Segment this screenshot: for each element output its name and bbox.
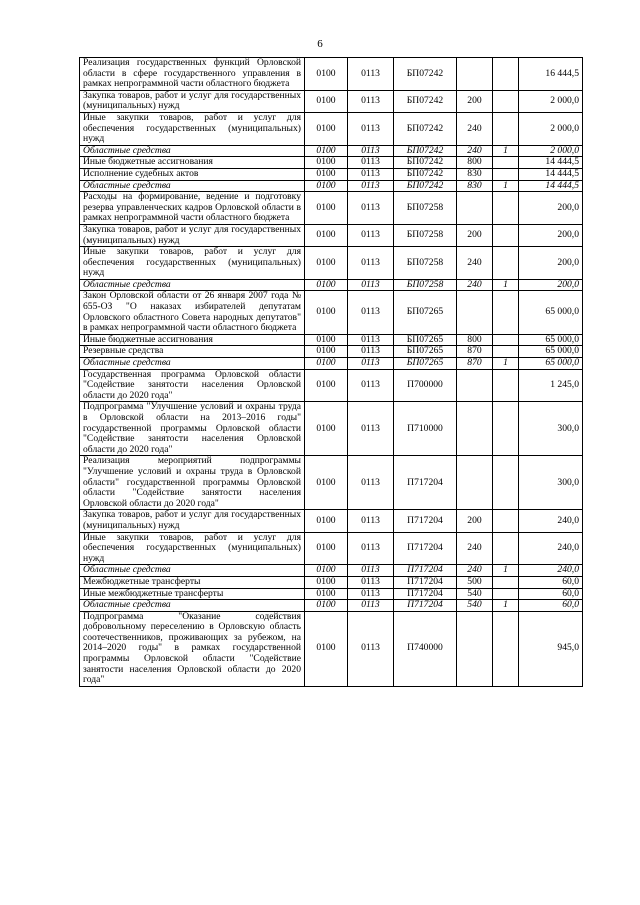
- cell-target-article: П740000: [394, 611, 457, 686]
- cell-expense-type: [457, 611, 493, 686]
- cell-section: 0100: [305, 58, 348, 91]
- cell-funding-source: [493, 402, 519, 456]
- cell-amount: 200,0: [519, 224, 583, 246]
- cell-subsection: 0113: [348, 600, 394, 612]
- table-row: [80, 168, 583, 180]
- cell-expense-type: 540: [457, 600, 493, 612]
- cell-subsection: 0113: [348, 402, 394, 456]
- cell-amount: 200,0: [519, 192, 583, 225]
- table-row: [80, 358, 583, 370]
- cell-section: 0100: [305, 346, 348, 358]
- cell-subsection: 0113: [348, 334, 394, 346]
- cell-expense-type: 200: [457, 90, 493, 112]
- cell-section: 0100: [305, 180, 348, 192]
- cell-funding-source: 1: [493, 358, 519, 370]
- budget-table-body: [80, 58, 583, 687]
- cell-funding-source: 1: [493, 180, 519, 192]
- cell-funding-source: 1: [493, 600, 519, 612]
- cell-name: Иные бюджетные ассигнования: [80, 334, 305, 346]
- cell-target-article: П700000: [394, 369, 457, 402]
- table-row: [80, 247, 583, 280]
- table-row: [80, 369, 583, 402]
- cell-funding-source: [493, 576, 519, 588]
- cell-amount: 65 000,0: [519, 346, 583, 358]
- budget-table: [79, 57, 583, 687]
- cell-subsection: 0113: [348, 358, 394, 370]
- cell-funding-source: [493, 588, 519, 600]
- cell-target-article: БП07242: [394, 157, 457, 169]
- cell-section: 0100: [305, 291, 348, 334]
- cell-expense-type: 540: [457, 588, 493, 600]
- cell-name: Межбюджетные трансферты: [80, 576, 305, 588]
- table-row: [80, 346, 583, 358]
- table-row: [80, 611, 583, 686]
- table-row: [80, 90, 583, 112]
- cell-subsection: 0113: [348, 346, 394, 358]
- cell-name: Расходы на формирование, ведение и подготовку резерва управленческих кадров Орловской области в рамках непрограммной части областного бюджета: [80, 192, 305, 225]
- cell-subsection: 0113: [348, 456, 394, 510]
- cell-amount: 14 444,5: [519, 180, 583, 192]
- cell-subsection: 0113: [348, 224, 394, 246]
- cell-target-article: БП07265: [394, 291, 457, 334]
- cell-target-article: БП07242: [394, 180, 457, 192]
- cell-expense-type: 240: [457, 565, 493, 577]
- cell-target-article: БП07242: [394, 58, 457, 91]
- cell-section: 0100: [305, 358, 348, 370]
- cell-subsection: 0113: [348, 510, 394, 532]
- cell-subsection: 0113: [348, 112, 394, 145]
- cell-amount: 60,0: [519, 588, 583, 600]
- table-row: [80, 402, 583, 456]
- cell-name: Областные средства: [80, 145, 305, 157]
- cell-subsection: 0113: [348, 279, 394, 291]
- cell-name: Областные средства: [80, 600, 305, 612]
- cell-name: Подпрограмма "Оказание содействия добровольному переселению в Орловскую область соотечественников, проживающих за рубежом, на 2014–2020 годы" в рамках государственной программы Орловской области "Содействие занятости населения Орловской области до 2020 года": [80, 611, 305, 686]
- cell-amount: 14 444,5: [519, 168, 583, 180]
- cell-expense-type: 240: [457, 112, 493, 145]
- cell-target-article: БП07265: [394, 334, 457, 346]
- cell-section: 0100: [305, 456, 348, 510]
- cell-target-article: П717204: [394, 510, 457, 532]
- cell-target-article: БП07265: [394, 358, 457, 370]
- table-row: [80, 145, 583, 157]
- cell-subsection: 0113: [348, 611, 394, 686]
- cell-funding-source: [493, 168, 519, 180]
- table-row: [80, 456, 583, 510]
- cell-target-article: П717204: [394, 565, 457, 577]
- cell-target-article: БП07258: [394, 247, 457, 280]
- cell-target-article: БП07242: [394, 168, 457, 180]
- table-row: [80, 180, 583, 192]
- table-row: [80, 279, 583, 291]
- cell-name: Областные средства: [80, 279, 305, 291]
- cell-expense-type: 870: [457, 346, 493, 358]
- cell-name: Областные средства: [80, 565, 305, 577]
- cell-target-article: П717204: [394, 456, 457, 510]
- cell-amount: 60,0: [519, 576, 583, 588]
- cell-name: Государственная программа Орловской области "Содействие занятости населения Орловской области до 2020 года": [80, 369, 305, 402]
- cell-section: 0100: [305, 247, 348, 280]
- table-row: [80, 576, 583, 588]
- cell-subsection: 0113: [348, 168, 394, 180]
- cell-amount: 65 000,0: [519, 291, 583, 334]
- table-row: [80, 58, 583, 91]
- cell-expense-type: 240: [457, 532, 493, 565]
- cell-section: 0100: [305, 565, 348, 577]
- cell-expense-type: 500: [457, 576, 493, 588]
- cell-target-article: БП07242: [394, 112, 457, 145]
- cell-funding-source: [493, 291, 519, 334]
- cell-expense-type: 800: [457, 157, 493, 169]
- cell-section: 0100: [305, 334, 348, 346]
- cell-subsection: 0113: [348, 576, 394, 588]
- cell-target-article: БП07258: [394, 224, 457, 246]
- cell-section: 0100: [305, 588, 348, 600]
- cell-funding-source: [493, 247, 519, 280]
- cell-expense-type: 240: [457, 145, 493, 157]
- cell-target-article: БП07242: [394, 90, 457, 112]
- cell-subsection: 0113: [348, 157, 394, 169]
- cell-name: Иные закупки товаров, работ и услуг для обеспечения государственных (муниципальных) нужд: [80, 532, 305, 565]
- cell-funding-source: [493, 192, 519, 225]
- table-row: [80, 291, 583, 334]
- table-row: [80, 532, 583, 565]
- cell-amount: 16 444,5: [519, 58, 583, 91]
- cell-name: Подпрограмма "Улучшение условий и охраны труда в Орловской области на 2013–2016 годы" государственной программы Орловской области "Содействие занятости населения Орловской области до 2020 года": [80, 402, 305, 456]
- cell-name: Реализация государственных функций Орловской области в сфере государственного управления в рамках непрограммной части областного бюджета: [80, 58, 305, 91]
- cell-section: 0100: [305, 90, 348, 112]
- cell-expense-type: [457, 291, 493, 334]
- cell-funding-source: [493, 532, 519, 565]
- cell-name: Иные межбюджетные трансферты: [80, 588, 305, 600]
- cell-amount: 945,0: [519, 611, 583, 686]
- cell-target-article: П717204: [394, 588, 457, 600]
- cell-section: 0100: [305, 279, 348, 291]
- table-row: [80, 510, 583, 532]
- table-row: [80, 224, 583, 246]
- cell-funding-source: [493, 112, 519, 145]
- cell-section: 0100: [305, 224, 348, 246]
- cell-funding-source: [493, 456, 519, 510]
- cell-section: 0100: [305, 611, 348, 686]
- cell-subsection: 0113: [348, 291, 394, 334]
- cell-amount: 300,0: [519, 456, 583, 510]
- cell-section: 0100: [305, 510, 348, 532]
- cell-name: Исполнение судебных актов: [80, 168, 305, 180]
- cell-section: 0100: [305, 600, 348, 612]
- cell-name: Закупка товаров, работ и услуг для государственных (муниципальных) нужд: [80, 90, 305, 112]
- cell-section: 0100: [305, 532, 348, 565]
- cell-amount: 14 444,5: [519, 157, 583, 169]
- cell-funding-source: [493, 611, 519, 686]
- cell-expense-type: 240: [457, 247, 493, 280]
- cell-subsection: 0113: [348, 369, 394, 402]
- cell-amount: 65 000,0: [519, 334, 583, 346]
- cell-target-article: П717204: [394, 600, 457, 612]
- cell-section: 0100: [305, 157, 348, 169]
- cell-expense-type: 800: [457, 334, 493, 346]
- cell-target-article: П717204: [394, 532, 457, 565]
- cell-expense-type: [457, 192, 493, 225]
- cell-expense-type: [457, 369, 493, 402]
- cell-funding-source: [493, 224, 519, 246]
- cell-amount: 60,0: [519, 600, 583, 612]
- cell-target-article: П717204: [394, 576, 457, 588]
- cell-amount: 65 000,0: [519, 358, 583, 370]
- cell-subsection: 0113: [348, 180, 394, 192]
- cell-target-article: БП07258: [394, 192, 457, 225]
- cell-expense-type: 830: [457, 180, 493, 192]
- cell-section: 0100: [305, 192, 348, 225]
- cell-amount: 240,0: [519, 565, 583, 577]
- cell-amount: 300,0: [519, 402, 583, 456]
- cell-expense-type: 240: [457, 279, 493, 291]
- cell-funding-source: [493, 369, 519, 402]
- cell-name: Областные средства: [80, 358, 305, 370]
- cell-section: 0100: [305, 576, 348, 588]
- cell-amount: 240,0: [519, 532, 583, 565]
- cell-expense-type: 830: [457, 168, 493, 180]
- cell-amount: 2 000,0: [519, 112, 583, 145]
- table-row: [80, 600, 583, 612]
- cell-subsection: 0113: [348, 532, 394, 565]
- cell-name: Резервные средства: [80, 346, 305, 358]
- cell-target-article: БП07242: [394, 145, 457, 157]
- cell-target-article: БП07258: [394, 279, 457, 291]
- cell-section: 0100: [305, 402, 348, 456]
- cell-funding-source: [493, 157, 519, 169]
- cell-expense-type: 200: [457, 510, 493, 532]
- cell-funding-source: [493, 334, 519, 346]
- cell-amount: 200,0: [519, 247, 583, 280]
- cell-subsection: 0113: [348, 58, 394, 91]
- cell-funding-source: 1: [493, 145, 519, 157]
- table-row: [80, 112, 583, 145]
- cell-name: Иные бюджетные ассигнования: [80, 157, 305, 169]
- cell-name: Иные закупки товаров, работ и услуг для обеспечения государственных (муниципальных) нужд: [80, 247, 305, 280]
- table-row: [80, 334, 583, 346]
- table-row: [80, 157, 583, 169]
- cell-subsection: 0113: [348, 145, 394, 157]
- cell-section: 0100: [305, 369, 348, 402]
- cell-expense-type: 870: [457, 358, 493, 370]
- cell-funding-source: [493, 510, 519, 532]
- cell-amount: 2 000,0: [519, 90, 583, 112]
- page-number: 6: [317, 38, 323, 50]
- cell-name: Закупка товаров, работ и услуг для государственных (муниципальных) нужд: [80, 224, 305, 246]
- cell-target-article: П710000: [394, 402, 457, 456]
- cell-section: 0100: [305, 112, 348, 145]
- cell-funding-source: [493, 90, 519, 112]
- table-row: [80, 565, 583, 577]
- cell-name: Областные средства: [80, 180, 305, 192]
- table-row: [80, 588, 583, 600]
- cell-expense-type: [457, 58, 493, 91]
- cell-subsection: 0113: [348, 192, 394, 225]
- cell-funding-source: [493, 58, 519, 91]
- cell-amount: 2 000,0: [519, 145, 583, 157]
- cell-name: Реализация мероприятий подпрограммы "Улучшение условий и охраны труда в Орловской области" государственной программы Орловской области "Содействие занятости населения Орловской области до 2020 года": [80, 456, 305, 510]
- cell-amount: 240,0: [519, 510, 583, 532]
- cell-amount: 1 245,0: [519, 369, 583, 402]
- cell-target-article: БП07265: [394, 346, 457, 358]
- table-row: [80, 192, 583, 225]
- cell-section: 0100: [305, 145, 348, 157]
- cell-expense-type: 200: [457, 224, 493, 246]
- cell-expense-type: [457, 402, 493, 456]
- cell-subsection: 0113: [348, 565, 394, 577]
- cell-funding-source: 1: [493, 279, 519, 291]
- cell-name: Закупка товаров, работ и услуг для государственных (муниципальных) нужд: [80, 510, 305, 532]
- cell-amount: 200,0: [519, 279, 583, 291]
- cell-name: Закон Орловской области от 26 января 2007 года № 655-ОЗ "О наказах избирателей депутатам Орловского областного Совета народных депутатов" в рамках непрограммной части областного бюджета: [80, 291, 305, 334]
- cell-section: 0100: [305, 168, 348, 180]
- cell-funding-source: [493, 346, 519, 358]
- cell-funding-source: 1: [493, 565, 519, 577]
- cell-subsection: 0113: [348, 588, 394, 600]
- cell-subsection: 0113: [348, 90, 394, 112]
- cell-expense-type: [457, 456, 493, 510]
- cell-name: Иные закупки товаров, работ и услуг для обеспечения государственных (муниципальных) нужд: [80, 112, 305, 145]
- cell-subsection: 0113: [348, 247, 394, 280]
